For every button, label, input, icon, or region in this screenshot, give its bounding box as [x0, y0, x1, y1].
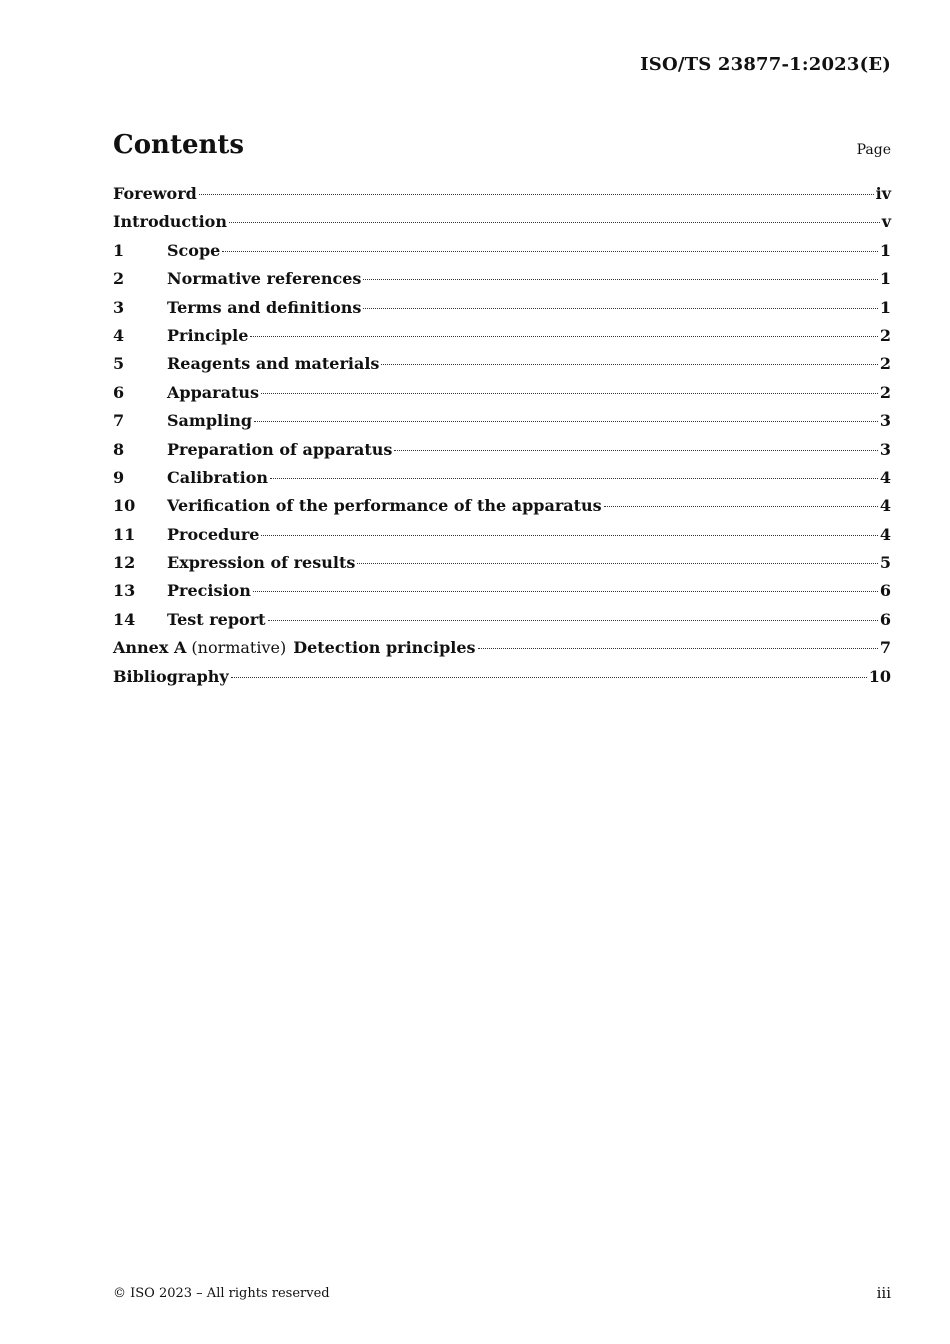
toc-entry-procedure[interactable] — [113, 525, 891, 553]
toc-entry-title[interactable]: Calibration — [167, 467, 269, 487]
toc-entry-title[interactable]: Verification of the performance of the apparatus — [167, 496, 602, 516]
contents-title: Contents — [113, 130, 245, 160]
dot-leader — [270, 478, 878, 479]
dot-leader — [478, 648, 878, 649]
toc-entry-page[interactable]: 3 — [879, 439, 891, 459]
dot-leader — [231, 677, 867, 678]
toc-entry-page[interactable]: 1 — [879, 240, 891, 260]
toc-entry-reagents-and-materials[interactable] — [113, 354, 891, 382]
document-id: ISO/TS 23877-1:2023(E) — [640, 54, 891, 75]
toc-entry-number: 6 — [113, 382, 125, 402]
toc-entry-verification[interactable] — [113, 496, 891, 524]
dot-leader — [261, 393, 878, 394]
toc-entry-number: 14 — [113, 609, 136, 629]
dot-leader — [222, 251, 878, 252]
toc-entry-test-report[interactable] — [113, 610, 891, 638]
toc-entry-page[interactable]: 2 — [879, 382, 891, 402]
toc-entry-number: 7 — [113, 411, 125, 431]
toc-entry-bibliography[interactable] — [113, 667, 891, 695]
toc-entry-calibration[interactable] — [113, 468, 891, 496]
toc-entry-page[interactable]: 3 — [879, 411, 891, 431]
toc-entry-title[interactable]: Principle — [167, 325, 249, 345]
dot-leader — [229, 222, 880, 223]
dot-leader — [363, 279, 877, 280]
toc-entry-number: 13 — [113, 581, 136, 601]
toc-entry-page[interactable]: 4 — [879, 524, 891, 544]
dot-leader — [261, 535, 877, 536]
toc-entry-page[interactable]: 1 — [879, 297, 891, 317]
toc-entry-number: 8 — [113, 439, 125, 459]
toc-entry-title[interactable]: Apparatus — [167, 382, 259, 402]
toc-entry-title[interactable]: Preparation of apparatus — [167, 439, 393, 459]
toc-entry-number: 5 — [113, 354, 125, 374]
toc-entry-scope[interactable] — [113, 241, 891, 269]
toc-entry-page[interactable]: v — [881, 212, 891, 232]
toc-entry-number: 1 — [113, 240, 125, 260]
toc-entry-terms-and-definitions[interactable] — [113, 298, 891, 326]
dot-leader — [604, 506, 878, 507]
toc-entry-page[interactable]: 7 — [879, 638, 891, 658]
toc-entry-page[interactable]: 4 — [879, 496, 891, 516]
page-number: iii — [876, 1284, 891, 1302]
copyright-notice: © ISO 2023 – All rights reserved — [113, 1286, 330, 1301]
toc-entry-page[interactable]: 1 — [879, 269, 891, 289]
toc-entry-title[interactable]: Introduction — [113, 212, 227, 232]
toc-entry-title[interactable]: Normative references — [167, 269, 362, 289]
toc-entry-number: 11 — [113, 524, 136, 544]
table-of-contents — [113, 184, 891, 695]
toc-entry-page[interactable]: 6 — [879, 581, 891, 601]
page-column-label: Page — [856, 142, 891, 158]
toc-entry-sampling[interactable] — [113, 411, 891, 439]
toc-entry-number: 9 — [113, 467, 125, 487]
toc-entry-precision[interactable] — [113, 581, 891, 609]
toc-entry-page[interactable]: 6 — [879, 609, 891, 629]
toc-entry-title[interactable]: Procedure — [167, 524, 260, 544]
dot-leader — [357, 563, 878, 564]
toc-entry-title[interactable]: Reagents and materials — [167, 354, 380, 374]
dot-leader — [199, 194, 874, 195]
dot-leader — [394, 450, 877, 451]
toc-entry-number: 4 — [113, 325, 125, 345]
dot-leader — [268, 620, 878, 621]
toc-entry-page[interactable]: 4 — [879, 467, 891, 487]
toc-entry-preparation-of-apparatus[interactable] — [113, 440, 891, 468]
toc-entry-title[interactable]: Sampling — [167, 411, 253, 431]
toc-entry-page[interactable]: iv — [875, 184, 891, 203]
toc-entry-title[interactable]: Expression of results — [167, 553, 356, 573]
toc-entry-page[interactable]: 2 — [879, 325, 891, 345]
toc-entry-normative-references[interactable] — [113, 269, 891, 297]
toc-entry-apparatus[interactable] — [113, 383, 891, 411]
toc-header — [113, 130, 891, 166]
dot-leader — [253, 591, 878, 592]
toc-entry-title[interactable]: Bibliography — [113, 666, 229, 686]
dot-leader — [254, 421, 878, 422]
toc-entry-number: 10 — [113, 496, 136, 516]
toc-entry-page[interactable]: 2 — [879, 354, 891, 374]
toc-entry-page[interactable]: 5 — [879, 553, 891, 573]
toc-entry-number: 3 — [113, 297, 125, 317]
toc-entry-page[interactable]: 10 — [868, 666, 891, 686]
toc-entry-title[interactable]: Test report — [167, 609, 266, 629]
toc-entry-title[interactable]: Foreword — [113, 184, 197, 203]
annex-prefix[interactable]: Annex A — [113, 638, 187, 658]
annex-qualifier: (normative) — [191, 638, 287, 658]
toc-entry-title[interactable]: Terms and definitions — [167, 297, 362, 317]
toc-entry-title[interactable]: Scope — [167, 240, 221, 260]
toc-entry-foreword[interactable] — [113, 184, 891, 212]
toc-entry-title[interactable]: Precision — [167, 581, 251, 601]
toc-entry-number: 2 — [113, 269, 125, 289]
toc-entry-principle[interactable] — [113, 326, 891, 354]
toc-entry-annex-a[interactable] — [113, 638, 891, 666]
dot-leader — [363, 308, 877, 309]
dot-leader — [381, 364, 877, 365]
toc-entry-introduction[interactable] — [113, 212, 891, 240]
toc-entry-number: 12 — [113, 553, 136, 573]
toc-entry-expression-of-results[interactable] — [113, 553, 891, 581]
toc-entry-title[interactable]: Detection principles — [293, 638, 476, 658]
dot-leader — [250, 336, 877, 337]
